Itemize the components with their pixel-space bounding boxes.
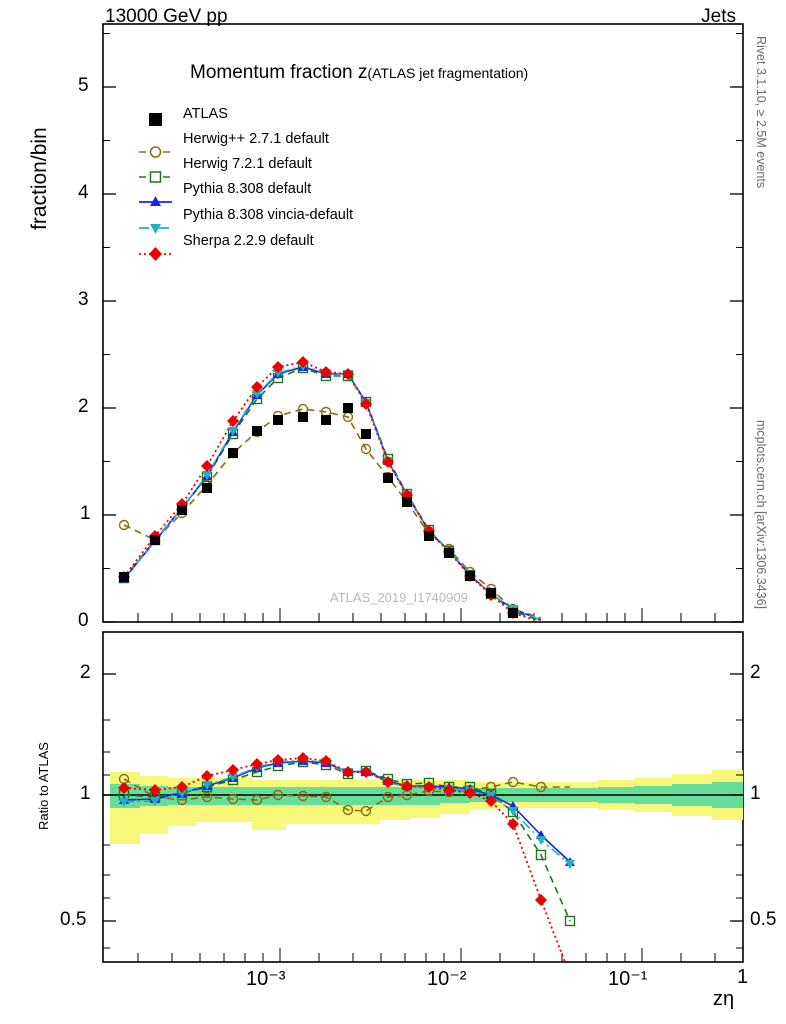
legend-item-sherpa[interactable]: Sherpa 2.2.9 default (183, 233, 314, 249)
ratio-ytick-2-left: 2 (80, 662, 91, 683)
legend-samples (139, 113, 172, 261)
xtick-1: 1 (737, 966, 749, 988)
main-ytick-2: 2 (78, 396, 89, 417)
header-left: 13000 GeV pp (105, 6, 228, 27)
ratio-ytick-05-right: 0.5 (750, 909, 777, 930)
legend-item-herwig7[interactable]: Herwig 7.2.1 default (183, 156, 312, 172)
analysis-watermark: ATLAS_2019_I1740909 (330, 590, 468, 605)
main-ytick-5: 5 (78, 75, 89, 96)
main-ylabel: fraction/bin (28, 127, 51, 230)
main-markers (118, 356, 519, 619)
legend-item-atlas[interactable]: ATLAS (183, 106, 228, 122)
xtick-1e-2: 10⁻² (427, 968, 467, 990)
arxiv-label: mcplots.cern.ch [arXiv:1306.3436] (754, 420, 768, 609)
vincia-markers (119, 362, 518, 614)
atlas-markers (119, 403, 518, 618)
legend-item-pythia[interactable]: Pythia 8.308 default (183, 181, 312, 197)
pythia-markers (119, 362, 518, 613)
sherpa-markers (118, 356, 519, 619)
main-ytick-1: 1 (80, 503, 91, 524)
main-ytick-4: 4 (78, 182, 89, 203)
main-ytick-0: 0 (78, 610, 89, 631)
x-axis-label: zη (713, 988, 735, 1010)
legend (183, 103, 353, 255)
xtick-1e-3: 10⁻³ (246, 968, 286, 990)
series-pythia-line (124, 367, 541, 620)
ratio-ytick-1-right: 1 (750, 783, 761, 804)
legend-item-vincia[interactable]: Pythia 8.308 vincia-default (183, 207, 354, 223)
ratio-ytick-1-left: 1 (80, 783, 91, 804)
main-ytick-3: 3 (78, 289, 89, 310)
plot-title-main: Momentum fraction z (190, 62, 368, 83)
plot-title-sub: (ATLAS jet fragmentation) (367, 65, 529, 81)
xtick-1e-1: 10⁻¹ (608, 968, 648, 990)
uncertainty-bands (103, 770, 743, 844)
legend-item-herwigpp[interactable]: Herwig++ 2.7.1 default (183, 131, 329, 147)
ratio-ytick-05-left: 0.5 (60, 909, 87, 930)
header-right: Jets (701, 6, 736, 27)
rivet-version-label: Rivet 3.1.10, ≥ 2.5M events (754, 36, 768, 189)
ratio-ylabel: Ratio to ATLAS (36, 742, 51, 830)
ratio-ytick-2-right: 2 (750, 662, 761, 683)
